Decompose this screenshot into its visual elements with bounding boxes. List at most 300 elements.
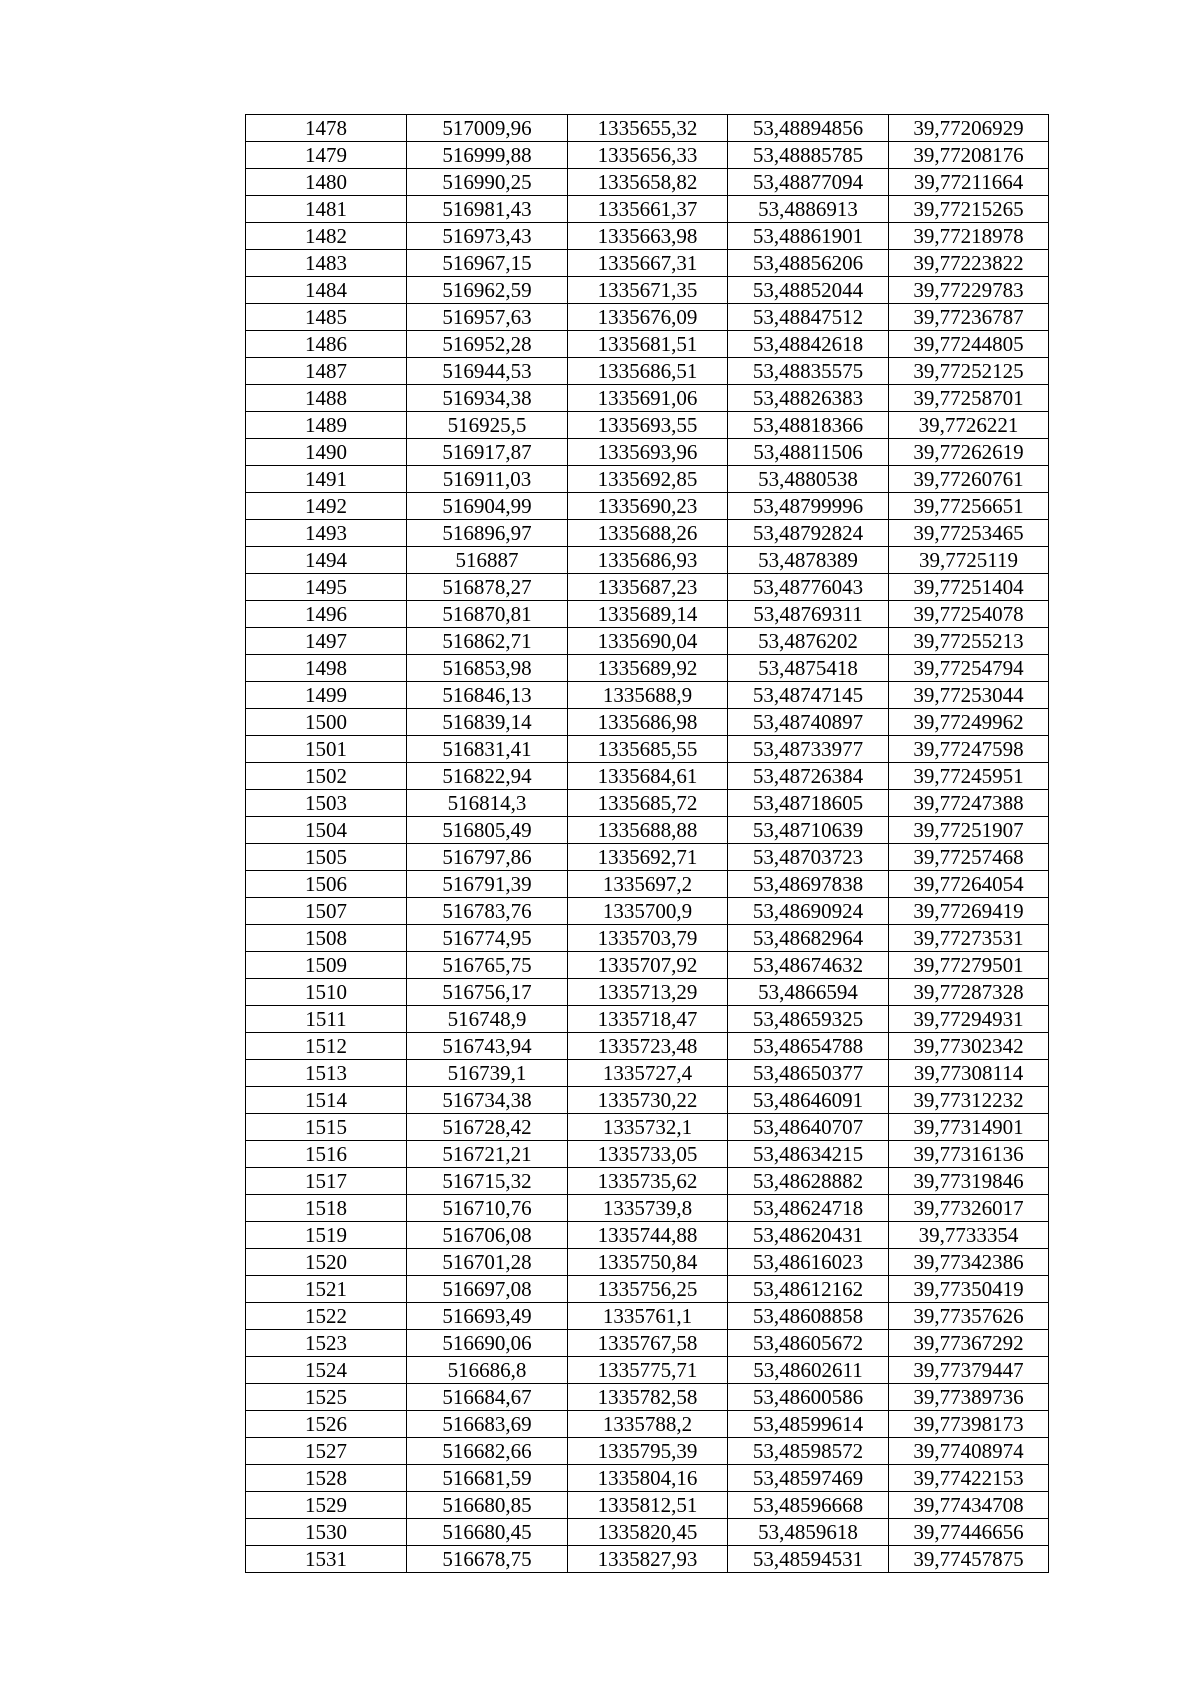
table-row [246,628,1049,655]
x-coordinate-cell: 516944,53 [407,358,568,385]
latitude-cell: 53,48659325 [728,1006,889,1033]
table-row [246,871,1049,898]
y-coordinate-cell: 1335782,58 [568,1384,728,1411]
latitude-cell: 53,48646091 [728,1087,889,1114]
x-coordinate-cell: 516706,08 [407,1222,568,1249]
point-number-cell: 1481 [246,196,407,223]
longitude-cell: 39,77269419 [889,898,1049,925]
longitude-cell: 39,77208176 [889,142,1049,169]
x-coordinate-cell: 516748,9 [407,1006,568,1033]
x-coordinate-cell: 516681,59 [407,1465,568,1492]
latitude-cell: 53,48726384 [728,763,889,790]
latitude-cell: 53,48856206 [728,250,889,277]
latitude-cell: 53,48674632 [728,952,889,979]
latitude-cell: 53,48769311 [728,601,889,628]
point-number-cell: 1492 [246,493,407,520]
table-row [246,1384,1049,1411]
point-number-cell: 1491 [246,466,407,493]
point-number-cell: 1513 [246,1060,407,1087]
table-row [246,1438,1049,1465]
point-number-cell: 1526 [246,1411,407,1438]
x-coordinate-cell: 516734,38 [407,1087,568,1114]
point-number-cell: 1505 [246,844,407,871]
point-number-cell: 1514 [246,1087,407,1114]
table-row [246,655,1049,682]
x-coordinate-cell: 516739,1 [407,1060,568,1087]
y-coordinate-cell: 1335775,71 [568,1357,728,1384]
longitude-cell: 39,77253465 [889,520,1049,547]
point-number-cell: 1524 [246,1357,407,1384]
point-number-cell: 1519 [246,1222,407,1249]
point-number-cell: 1530 [246,1519,407,1546]
longitude-cell: 39,77422153 [889,1465,1049,1492]
longitude-cell: 39,77367292 [889,1330,1049,1357]
latitude-cell: 53,48733977 [728,736,889,763]
x-coordinate-cell: 516862,71 [407,628,568,655]
latitude-cell: 53,48792824 [728,520,889,547]
point-number-cell: 1479 [246,142,407,169]
y-coordinate-cell: 1335812,51 [568,1492,728,1519]
table-row [246,1006,1049,1033]
x-coordinate-cell: 516684,67 [407,1384,568,1411]
point-number-cell: 1510 [246,979,407,1006]
y-coordinate-cell: 1335688,26 [568,520,728,547]
x-coordinate-cell: 516765,75 [407,952,568,979]
longitude-cell: 39,7733354 [889,1222,1049,1249]
y-coordinate-cell: 1335739,8 [568,1195,728,1222]
x-coordinate-cell: 516952,28 [407,331,568,358]
x-coordinate-cell: 516690,06 [407,1330,568,1357]
longitude-cell: 39,77229783 [889,277,1049,304]
point-number-cell: 1478 [246,115,407,142]
point-number-cell: 1525 [246,1384,407,1411]
latitude-cell: 53,48634215 [728,1141,889,1168]
x-coordinate-cell: 516756,17 [407,979,568,1006]
table-row [246,331,1049,358]
x-coordinate-cell: 516896,97 [407,520,568,547]
coordinates-table-body [246,115,1049,1573]
latitude-cell: 53,48776043 [728,574,889,601]
y-coordinate-cell: 1335688,88 [568,817,728,844]
latitude-cell: 53,48852044 [728,277,889,304]
point-number-cell: 1502 [246,763,407,790]
latitude-cell: 53,48640707 [728,1114,889,1141]
longitude-cell: 39,77308114 [889,1060,1049,1087]
latitude-cell: 53,48650377 [728,1060,889,1087]
y-coordinate-cell: 1335685,72 [568,790,728,817]
x-coordinate-cell: 516797,86 [407,844,568,871]
latitude-cell: 53,48682964 [728,925,889,952]
x-coordinate-cell: 516805,49 [407,817,568,844]
latitude-cell: 53,48596668 [728,1492,889,1519]
longitude-cell: 39,77446656 [889,1519,1049,1546]
x-coordinate-cell: 516999,88 [407,142,568,169]
y-coordinate-cell: 1335733,05 [568,1141,728,1168]
x-coordinate-cell: 516680,45 [407,1519,568,1546]
longitude-cell: 39,77389736 [889,1384,1049,1411]
longitude-cell: 39,77254078 [889,601,1049,628]
x-coordinate-cell: 516831,41 [407,736,568,763]
table-row [246,1060,1049,1087]
y-coordinate-cell: 1335688,9 [568,682,728,709]
table-row [246,736,1049,763]
x-coordinate-cell: 516981,43 [407,196,568,223]
latitude-cell: 53,48628882 [728,1168,889,1195]
y-coordinate-cell: 1335750,84 [568,1249,728,1276]
point-number-cell: 1527 [246,1438,407,1465]
y-coordinate-cell: 1335732,1 [568,1114,728,1141]
latitude-cell: 53,48847512 [728,304,889,331]
y-coordinate-cell: 1335667,31 [568,250,728,277]
latitude-cell: 53,48602611 [728,1357,889,1384]
point-number-cell: 1517 [246,1168,407,1195]
y-coordinate-cell: 1335804,16 [568,1465,728,1492]
x-coordinate-cell: 516728,42 [407,1114,568,1141]
longitude-cell: 39,77245951 [889,763,1049,790]
table-row [246,1492,1049,1519]
table-row [246,682,1049,709]
longitude-cell: 39,77251404 [889,574,1049,601]
table-row [246,1330,1049,1357]
x-coordinate-cell: 516678,75 [407,1546,568,1573]
x-coordinate-cell: 516990,25 [407,169,568,196]
table-row [246,304,1049,331]
point-number-cell: 1494 [246,547,407,574]
latitude-cell: 53,48599614 [728,1411,889,1438]
table-row [246,952,1049,979]
y-coordinate-cell: 1335761,1 [568,1303,728,1330]
point-number-cell: 1490 [246,439,407,466]
longitude-cell: 39,77273531 [889,925,1049,952]
table-row [246,1276,1049,1303]
longitude-cell: 39,77223822 [889,250,1049,277]
x-coordinate-cell: 516814,3 [407,790,568,817]
table-row [246,1546,1049,1573]
y-coordinate-cell: 1335681,51 [568,331,728,358]
table-row [246,790,1049,817]
latitude-cell: 53,48826383 [728,385,889,412]
x-coordinate-cell: 516904,99 [407,493,568,520]
x-coordinate-cell: 516693,49 [407,1303,568,1330]
point-number-cell: 1496 [246,601,407,628]
latitude-cell: 53,48818366 [728,412,889,439]
y-coordinate-cell: 1335691,06 [568,385,728,412]
longitude-cell: 39,77254794 [889,655,1049,682]
longitude-cell: 39,77258701 [889,385,1049,412]
point-number-cell: 1509 [246,952,407,979]
latitude-cell: 53,4859618 [728,1519,889,1546]
latitude-cell: 53,48624718 [728,1195,889,1222]
y-coordinate-cell: 1335827,93 [568,1546,728,1573]
point-number-cell: 1480 [246,169,407,196]
table-row [246,142,1049,169]
table-row [246,1519,1049,1546]
point-number-cell: 1484 [246,277,407,304]
latitude-cell: 53,4875418 [728,655,889,682]
point-number-cell: 1503 [246,790,407,817]
table-row [246,1087,1049,1114]
table-row [246,1357,1049,1384]
latitude-cell: 53,48703723 [728,844,889,871]
latitude-cell: 53,4878389 [728,547,889,574]
y-coordinate-cell: 1335658,82 [568,169,728,196]
longitude-cell: 39,77294931 [889,1006,1049,1033]
x-coordinate-cell: 516957,63 [407,304,568,331]
y-coordinate-cell: 1335820,45 [568,1519,728,1546]
point-number-cell: 1506 [246,871,407,898]
x-coordinate-cell: 516925,5 [407,412,568,439]
point-number-cell: 1518 [246,1195,407,1222]
x-coordinate-cell: 516774,95 [407,925,568,952]
latitude-cell: 53,48885785 [728,142,889,169]
longitude-cell: 39,77312232 [889,1087,1049,1114]
coordinates-table [245,114,1049,1573]
y-coordinate-cell: 1335655,32 [568,115,728,142]
longitude-cell: 39,77215265 [889,196,1049,223]
point-number-cell: 1497 [246,628,407,655]
point-number-cell: 1499 [246,682,407,709]
longitude-cell: 39,77251907 [889,817,1049,844]
longitude-cell: 39,77249962 [889,709,1049,736]
x-coordinate-cell: 516683,69 [407,1411,568,1438]
point-number-cell: 1482 [246,223,407,250]
latitude-cell: 53,4880538 [728,466,889,493]
x-coordinate-cell: 516846,13 [407,682,568,709]
longitude-cell: 39,77379447 [889,1357,1049,1384]
y-coordinate-cell: 1335686,98 [568,709,728,736]
table-row [246,709,1049,736]
x-coordinate-cell: 516887 [407,547,568,574]
longitude-cell: 39,77218978 [889,223,1049,250]
table-row [246,1195,1049,1222]
longitude-cell: 39,77326017 [889,1195,1049,1222]
y-coordinate-cell: 1335700,9 [568,898,728,925]
longitude-cell: 39,77255213 [889,628,1049,655]
y-coordinate-cell: 1335656,33 [568,142,728,169]
point-number-cell: 1521 [246,1276,407,1303]
latitude-cell: 53,48594531 [728,1546,889,1573]
table-row [246,1114,1049,1141]
table-row [246,1222,1049,1249]
longitude-cell: 39,77350419 [889,1276,1049,1303]
x-coordinate-cell: 516917,87 [407,439,568,466]
longitude-cell: 39,77342386 [889,1249,1049,1276]
point-number-cell: 1512 [246,1033,407,1060]
x-coordinate-cell: 516791,39 [407,871,568,898]
table-row [246,1249,1049,1276]
y-coordinate-cell: 1335687,23 [568,574,728,601]
longitude-cell: 39,7726221 [889,412,1049,439]
latitude-cell: 53,48835575 [728,358,889,385]
table-row [246,358,1049,385]
y-coordinate-cell: 1335689,92 [568,655,728,682]
latitude-cell: 53,48654788 [728,1033,889,1060]
x-coordinate-cell: 516710,76 [407,1195,568,1222]
point-number-cell: 1501 [246,736,407,763]
latitude-cell: 53,48598572 [728,1438,889,1465]
point-number-cell: 1508 [246,925,407,952]
point-number-cell: 1500 [246,709,407,736]
y-coordinate-cell: 1335723,48 [568,1033,728,1060]
x-coordinate-cell: 516686,8 [407,1357,568,1384]
y-coordinate-cell: 1335727,4 [568,1060,728,1087]
table-row [246,223,1049,250]
longitude-cell: 39,77236787 [889,304,1049,331]
longitude-cell: 39,77408974 [889,1438,1049,1465]
y-coordinate-cell: 1335735,62 [568,1168,728,1195]
latitude-cell: 53,48861901 [728,223,889,250]
point-number-cell: 1495 [246,574,407,601]
y-coordinate-cell: 1335713,29 [568,979,728,1006]
table-row [246,466,1049,493]
x-coordinate-cell: 517009,96 [407,115,568,142]
table-row [246,493,1049,520]
longitude-cell: 39,77398173 [889,1411,1049,1438]
latitude-cell: 53,48718605 [728,790,889,817]
point-number-cell: 1483 [246,250,407,277]
latitude-cell: 53,4886913 [728,196,889,223]
y-coordinate-cell: 1335795,39 [568,1438,728,1465]
point-number-cell: 1498 [246,655,407,682]
y-coordinate-cell: 1335788,2 [568,1411,728,1438]
latitude-cell: 53,48612162 [728,1276,889,1303]
point-number-cell: 1488 [246,385,407,412]
longitude-cell: 39,77357626 [889,1303,1049,1330]
table-row [246,1303,1049,1330]
x-coordinate-cell: 516822,94 [407,763,568,790]
table-row [246,1411,1049,1438]
y-coordinate-cell: 1335676,09 [568,304,728,331]
longitude-cell: 39,77316136 [889,1141,1049,1168]
longitude-cell: 39,77252125 [889,358,1049,385]
table-row [246,925,1049,952]
x-coordinate-cell: 516680,85 [407,1492,568,1519]
x-coordinate-cell: 516878,27 [407,574,568,601]
x-coordinate-cell: 516839,14 [407,709,568,736]
table-row [246,1465,1049,1492]
x-coordinate-cell: 516967,15 [407,250,568,277]
x-coordinate-cell: 516962,59 [407,277,568,304]
longitude-cell: 39,77262619 [889,439,1049,466]
table-row [246,412,1049,439]
y-coordinate-cell: 1335692,71 [568,844,728,871]
point-number-cell: 1528 [246,1465,407,1492]
y-coordinate-cell: 1335707,92 [568,952,728,979]
table-row [246,385,1049,412]
longitude-cell: 39,77247598 [889,736,1049,763]
latitude-cell: 53,48740897 [728,709,889,736]
latitude-cell: 53,48690924 [728,898,889,925]
latitude-cell: 53,4866594 [728,979,889,1006]
point-number-cell: 1529 [246,1492,407,1519]
longitude-cell: 39,77247388 [889,790,1049,817]
point-number-cell: 1516 [246,1141,407,1168]
x-coordinate-cell: 516682,66 [407,1438,568,1465]
table-row [246,979,1049,1006]
table-row [246,763,1049,790]
longitude-cell: 39,77211664 [889,169,1049,196]
table-row [246,844,1049,871]
longitude-cell: 39,77287328 [889,979,1049,1006]
table-row [246,1168,1049,1195]
latitude-cell: 53,48894856 [728,115,889,142]
point-number-cell: 1485 [246,304,407,331]
x-coordinate-cell: 516743,94 [407,1033,568,1060]
y-coordinate-cell: 1335692,85 [568,466,728,493]
latitude-cell: 53,4876202 [728,628,889,655]
y-coordinate-cell: 1335671,35 [568,277,728,304]
latitude-cell: 53,48710639 [728,817,889,844]
latitude-cell: 53,48616023 [728,1249,889,1276]
y-coordinate-cell: 1335661,37 [568,196,728,223]
latitude-cell: 53,48608858 [728,1303,889,1330]
x-coordinate-cell: 516783,76 [407,898,568,925]
table-row [246,817,1049,844]
point-number-cell: 1531 [246,1546,407,1573]
point-number-cell: 1507 [246,898,407,925]
y-coordinate-cell: 1335697,2 [568,871,728,898]
x-coordinate-cell: 516721,21 [407,1141,568,1168]
longitude-cell: 39,77314901 [889,1114,1049,1141]
latitude-cell: 53,48877094 [728,169,889,196]
y-coordinate-cell: 1335756,25 [568,1276,728,1303]
longitude-cell: 39,77264054 [889,871,1049,898]
table-row [246,898,1049,925]
table-row [246,1033,1049,1060]
y-coordinate-cell: 1335693,55 [568,412,728,439]
x-coordinate-cell: 516697,08 [407,1276,568,1303]
table-row [246,277,1049,304]
y-coordinate-cell: 1335703,79 [568,925,728,952]
y-coordinate-cell: 1335690,04 [568,628,728,655]
longitude-cell: 39,77302342 [889,1033,1049,1060]
longitude-cell: 39,77457875 [889,1546,1049,1573]
y-coordinate-cell: 1335690,23 [568,493,728,520]
latitude-cell: 53,48605672 [728,1330,889,1357]
latitude-cell: 53,48811506 [728,439,889,466]
point-number-cell: 1487 [246,358,407,385]
latitude-cell: 53,48600586 [728,1384,889,1411]
y-coordinate-cell: 1335718,47 [568,1006,728,1033]
longitude-cell: 39,77253044 [889,682,1049,709]
x-coordinate-cell: 516973,43 [407,223,568,250]
y-coordinate-cell: 1335686,51 [568,358,728,385]
y-coordinate-cell: 1335767,58 [568,1330,728,1357]
point-number-cell: 1493 [246,520,407,547]
y-coordinate-cell: 1335663,98 [568,223,728,250]
point-number-cell: 1523 [246,1330,407,1357]
x-coordinate-cell: 516934,38 [407,385,568,412]
table-row [246,520,1049,547]
table-row [246,250,1049,277]
x-coordinate-cell: 516911,03 [407,466,568,493]
y-coordinate-cell: 1335730,22 [568,1087,728,1114]
longitude-cell: 39,77260761 [889,466,1049,493]
latitude-cell: 53,48620431 [728,1222,889,1249]
y-coordinate-cell: 1335684,61 [568,763,728,790]
point-number-cell: 1515 [246,1114,407,1141]
table-row [246,1141,1049,1168]
latitude-cell: 53,48799996 [728,493,889,520]
point-number-cell: 1522 [246,1303,407,1330]
x-coordinate-cell: 516853,98 [407,655,568,682]
x-coordinate-cell: 516701,28 [407,1249,568,1276]
latitude-cell: 53,48697838 [728,871,889,898]
x-coordinate-cell: 516715,32 [407,1168,568,1195]
point-number-cell: 1511 [246,1006,407,1033]
table-row [246,547,1049,574]
longitude-cell: 39,77256651 [889,493,1049,520]
